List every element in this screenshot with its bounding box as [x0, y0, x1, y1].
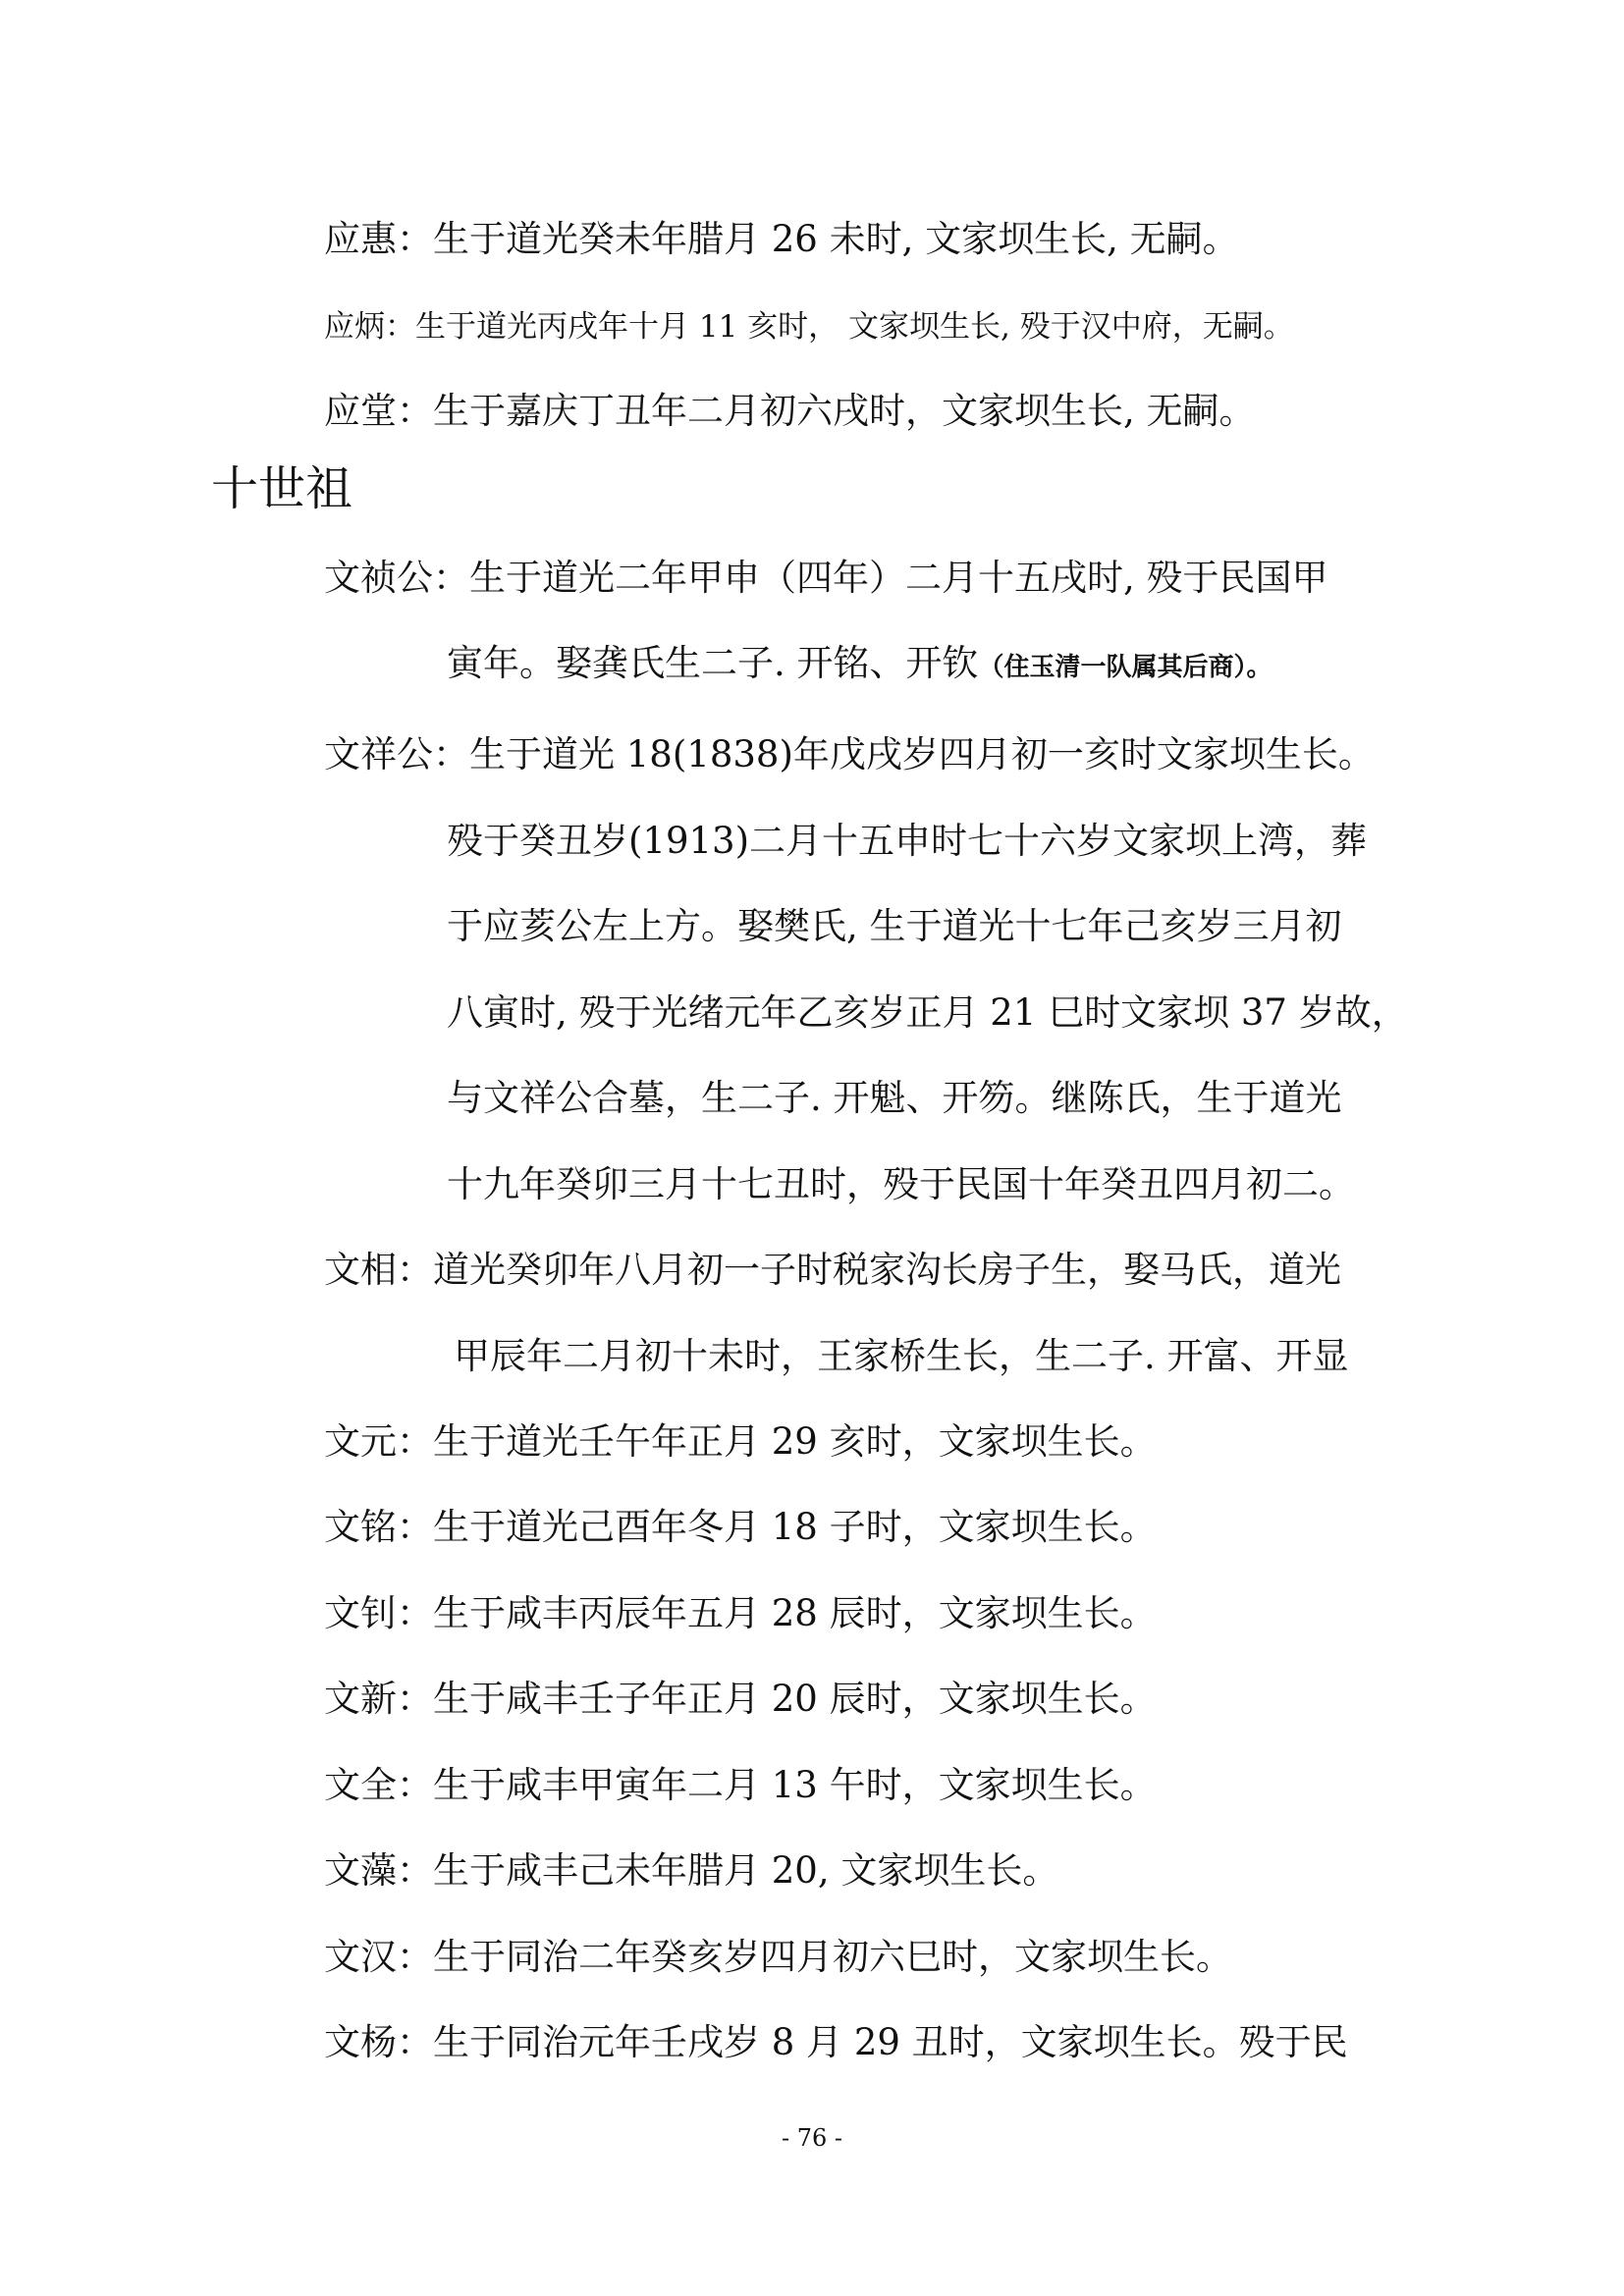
entry-wen-xiang-line-1: 文祥公：生于道光 18(1838)年戊戌岁四月初一亥时文家坝生长。 [324, 733, 1375, 775]
entry-ying-tang: 应堂：生于嘉庆丁丑年二月初六戌时，文家坝生长, 无嗣。 [324, 390, 1256, 432]
entry-wen-xiang2-line-1: 文相：道光癸卯年八月初一子时税家沟长房子生，娶马氏，道光 [324, 1249, 1341, 1291]
entry-wen-yang: 文杨：生于同治元年壬戌岁 8 月 29 丑时，文家坝生长。殁于民 [324, 2021, 1348, 2063]
entry-wen-xiang-line-3: 于应荄公左上方。娶樊氏, 生于道光十七年己亥岁三月初 [447, 905, 1342, 947]
entry-ying-hui: 应惠：生于道光癸未年腊月 26 未时, 文家坝生长, 无嗣。 [324, 218, 1239, 260]
entry-wen-xiang-line-6: 十九年癸卯三月十七丑时，殁于民国十年癸丑四月初二。 [447, 1163, 1355, 1205]
entry-wen-yuan: 文元：生于道光壬午年正月 29 亥时，文家坝生长。 [324, 1420, 1157, 1463]
entry-wen-zhen-line-2 [447, 642, 1272, 684]
entry-wen-zhen-line-1: 文祯公：生于道光二年甲申（四年）二月十五戌时, 殁于民国甲 [324, 557, 1328, 599]
page-number: - 76 - [781, 2124, 842, 2152]
entry-wen-xiang2-line-2: 甲辰年二月初十未时，王家桥生长，生二子. 开富、开显 [454, 1335, 1349, 1377]
entry-wen-han: 文汉：生于同治二年癸亥岁四月初六巳时，文家坝生长。 [324, 1936, 1232, 1978]
entry-wen-zhen-note: （住玉清一队属其后商）。 [978, 653, 1272, 682]
section-title: 十世祖 [211, 461, 353, 516]
entry-wen-xiang-line-2: 殁于癸丑岁(1913)二月十五申时七十六岁文家坝上湾，葬 [447, 820, 1368, 862]
entry-wen-xin: 文新：生于咸丰壬子年正月 20 辰时，文家坝生长。 [324, 1678, 1157, 1720]
entry-wen-zhao: 文钊：生于咸丰丙辰年五月 28 辰时，文家坝生长。 [324, 1592, 1157, 1634]
entry-wen-zhen-main: 寅年。娶龚氏生二子. 开铭、开钦 [447, 642, 979, 684]
entry-wen-xiang-line-4: 八寅时, 殁于光绪元年乙亥岁正月 21 巳时文家坝 37 岁故， [447, 991, 1408, 1034]
entry-wen-quan: 文全：生于咸丰甲寅年二月 13 午时，文家坝生长。 [324, 1764, 1157, 1806]
entry-wen-xiang-line-5: 与文祥公合墓，生二子. 开魁、开笏。继陈氏，生于道光 [447, 1077, 1342, 1119]
entry-ying-bing: 应炳：生于道光丙戌年十月 11 亥时， 文家坝生长, 殁于汉中府，无嗣。 [324, 309, 1294, 345]
entry-wen-zao: 文藻：生于咸丰己未年腊月 20, 文家坝生长。 [324, 1849, 1059, 1892]
entry-wen-ming: 文铭：生于道光己酉年冬月 18 子时，文家坝生长。 [324, 1506, 1157, 1548]
